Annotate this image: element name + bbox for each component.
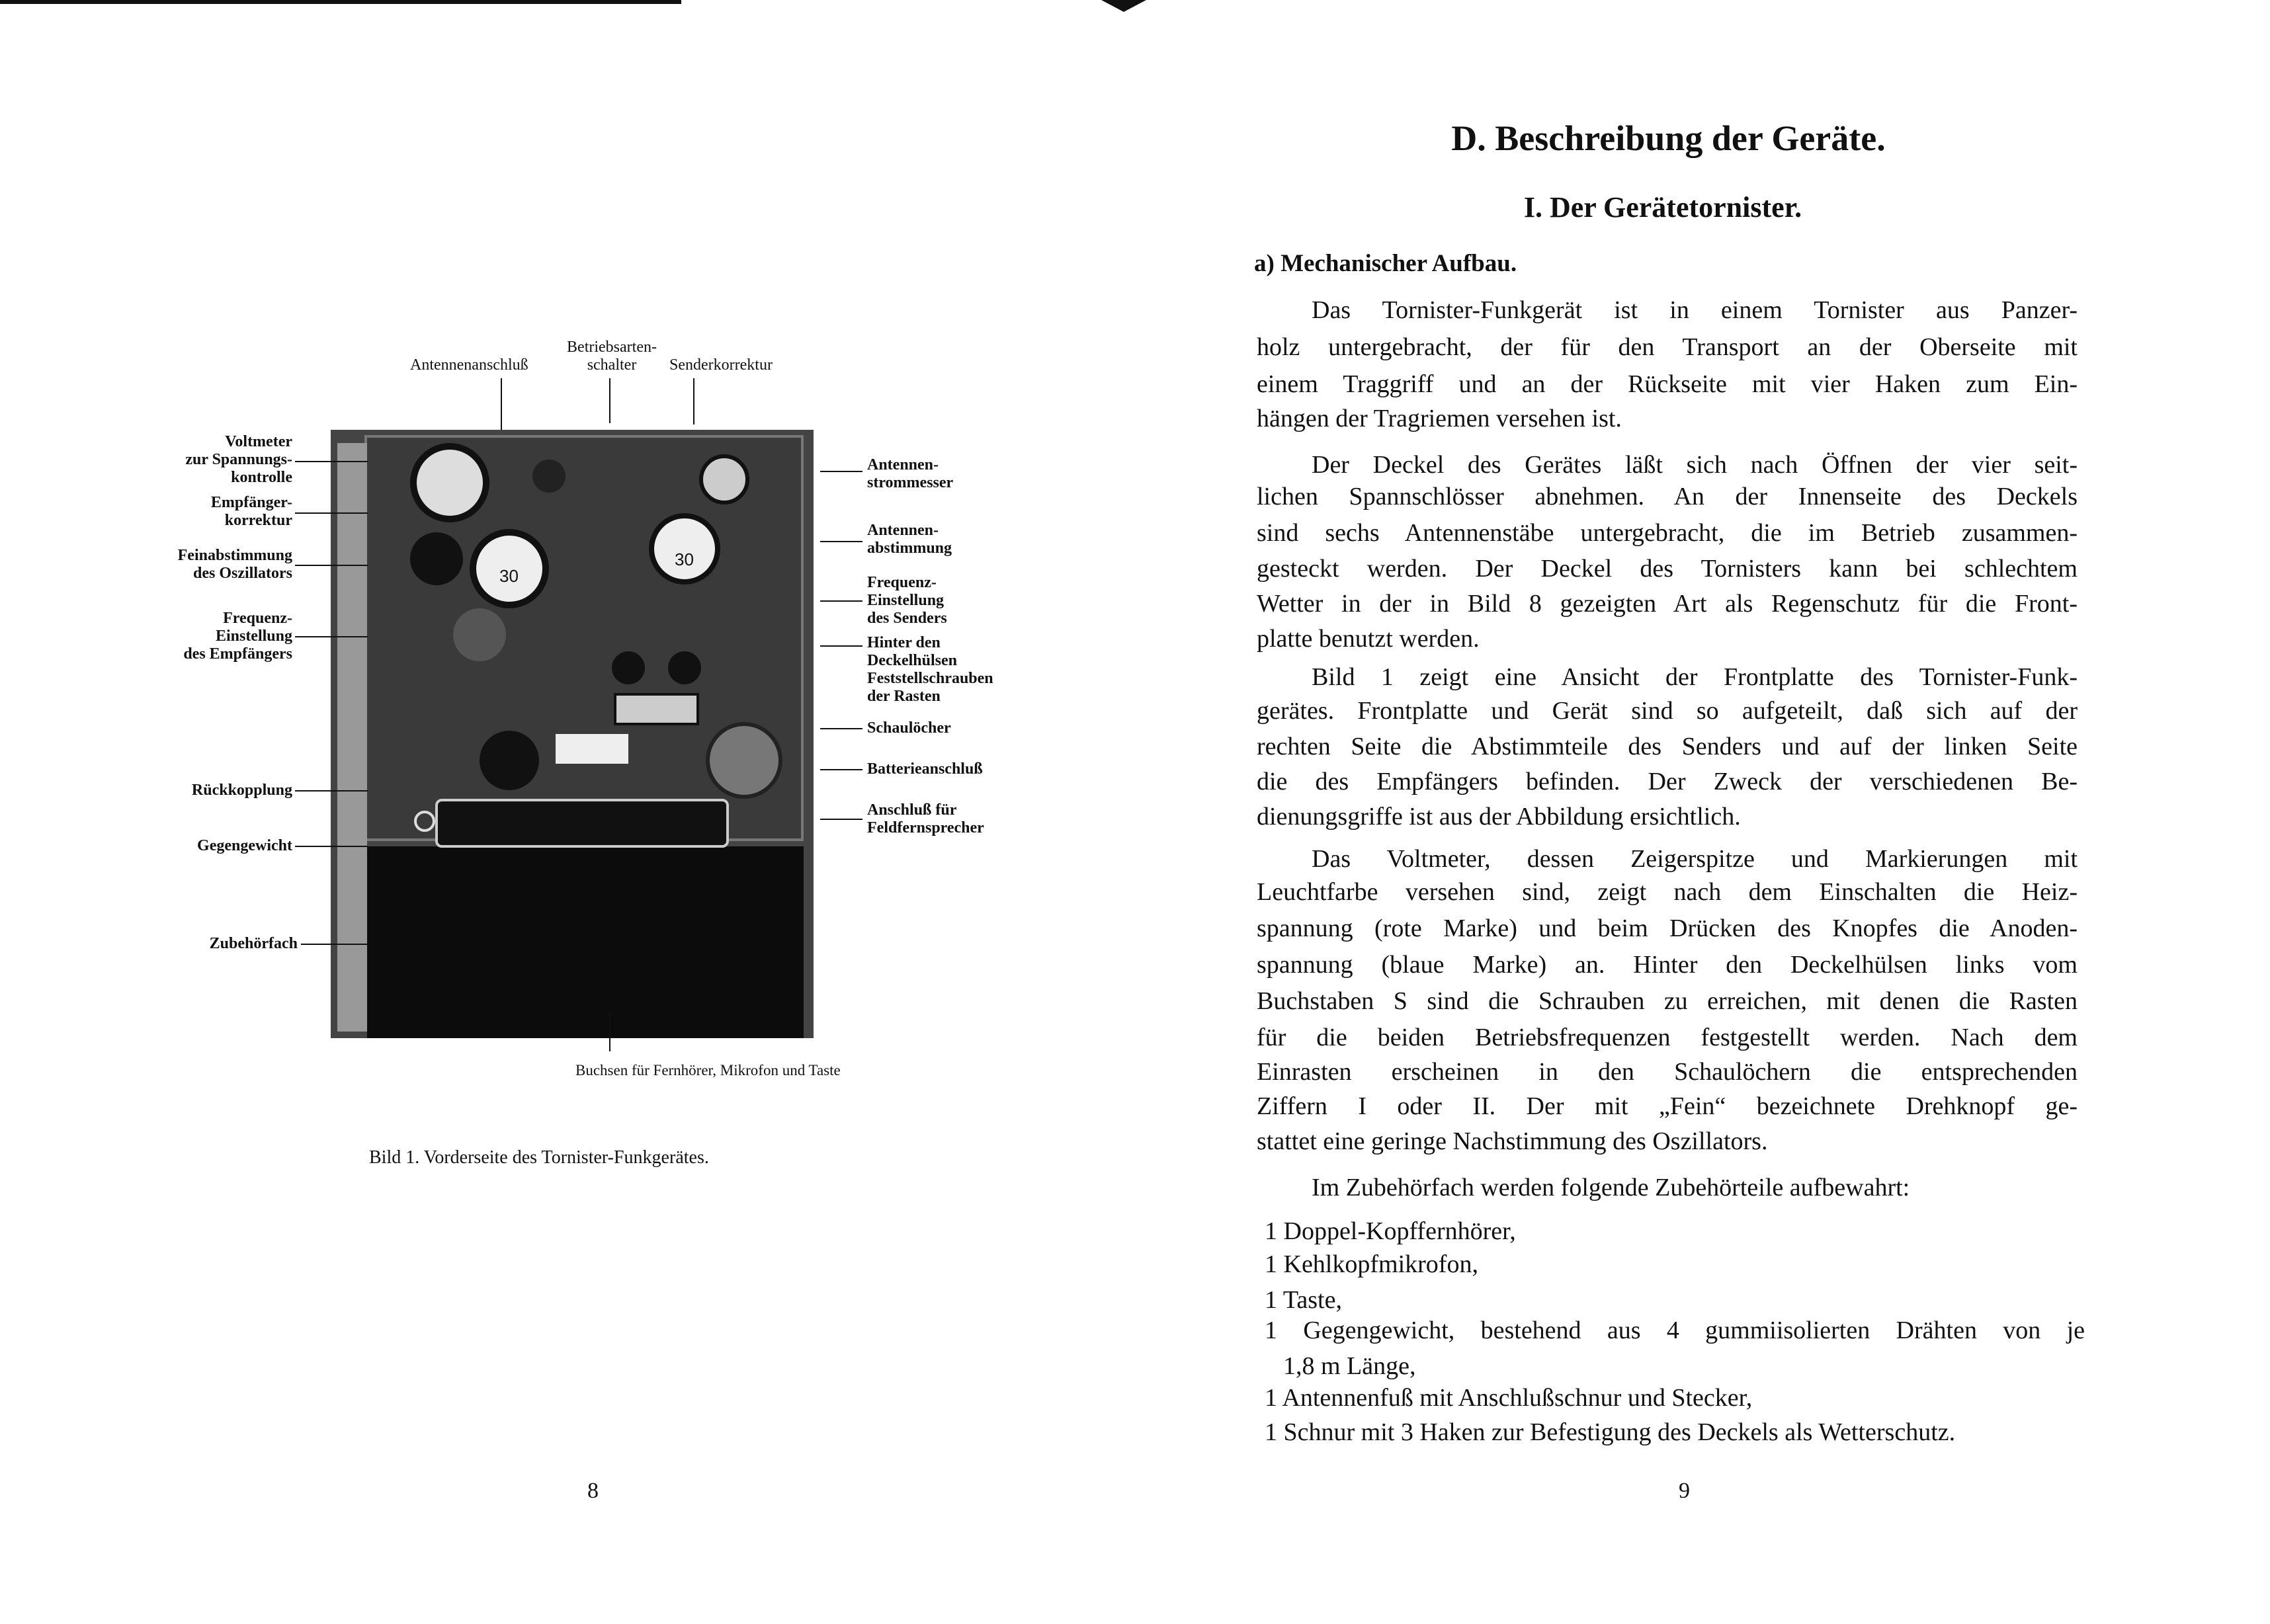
list-item: 1 Schnur mit 3 Haken zur Befestigung des Deckels als Wetterschutz. xyxy=(1265,1418,1956,1446)
page-number-right: 9 xyxy=(1679,1479,1690,1503)
paragraph-line: Buchstaben S sind die Schrauben zu erreichen, mit denen die Rasten xyxy=(1257,987,2078,1015)
label-line: Antennen- xyxy=(867,456,939,473)
paragraph-line: Bild 1 zeigt eine Ansicht der Frontplatte des Tornister-Funk- xyxy=(1312,663,2078,691)
leader-line xyxy=(820,819,862,820)
leader-line xyxy=(820,541,862,542)
label-line: Zubehörfach xyxy=(209,935,298,952)
paragraph-line: Wetter in der in Bild 8 gezeigten Art als Regenschutz für die Front- xyxy=(1257,590,2078,618)
label-line: Voltmeter xyxy=(225,433,292,450)
leader-line xyxy=(609,1012,610,1051)
paragraph-line: rechten Seite die Abstimmteile des Senders und auf der linken Seite xyxy=(1257,733,2078,760)
paragraph-line: die des Empfängers befinden. Der Zweck der verschiedenen Be- xyxy=(1257,768,2078,795)
list-item: 1 Doppel-Kopffernhörer, xyxy=(1265,1217,1516,1245)
list-item: 1 Kehlkopfmikrofon, xyxy=(1265,1250,1478,1278)
label-line: der Rasten xyxy=(867,688,941,705)
paragraph-line: Das Voltmeter, dessen Zeigerspitze und Markierungen mit xyxy=(1312,845,2078,873)
label-line: Betriebsarten- xyxy=(567,339,657,356)
leader-line xyxy=(820,471,862,472)
subsection-title: a) Mechanischer Aufbau. xyxy=(1254,250,1517,277)
leader-line xyxy=(295,565,368,566)
leader-line xyxy=(820,600,862,602)
list-item: 1 Taste, xyxy=(1265,1286,1342,1314)
label-line: Feinabstimmung xyxy=(177,547,292,564)
label-buchsen: Buchsen für Fernhörer, Mikrofon und Taste xyxy=(575,1062,841,1078)
leader-line xyxy=(693,378,694,425)
page-number-left: 8 xyxy=(587,1479,599,1503)
svg-text:30: 30 xyxy=(675,549,694,569)
leader-line xyxy=(295,846,368,847)
label-hinter-den-deckelhuelsen xyxy=(867,634,993,706)
scan-edge-triangle xyxy=(1101,0,1146,12)
paragraph-line: stattet eine geringe Nachstimmung des Oszillators. xyxy=(1257,1127,1768,1155)
label-line: korrektur xyxy=(224,512,292,529)
paragraph-line: spannung (rote Marke) und beim Drücken des Knopfes die Anoden- xyxy=(1257,914,2078,942)
label-line: Frequenz- xyxy=(223,610,292,627)
paragraph-line: sind sechs Antennenstäbe untergebracht, die im Betrieb zusammen- xyxy=(1257,519,2078,547)
label-line: Feststellschrauben xyxy=(867,670,993,687)
leader-line xyxy=(820,769,862,770)
label-antennenabstimmung xyxy=(867,522,952,557)
paragraph-line: dienungsgriffe ist aus der Abbildung ersichtlich. xyxy=(1257,803,1741,831)
scan-edge-bar xyxy=(0,0,681,4)
label-frequenz-empfaenger xyxy=(183,610,292,663)
label-line: Batterieanschluß xyxy=(867,760,983,778)
svg-text:30: 30 xyxy=(499,566,519,586)
paragraph-line: Der Deckel des Gerätes läßt sich nach Öffnen der vier seit- xyxy=(1312,451,2078,479)
paragraph-line: Im Zubehörfach werden folgende Zubehörteile aufbewahrt: xyxy=(1312,1174,1910,1201)
label-schauloecher xyxy=(867,719,951,737)
label-line: strommesser xyxy=(867,474,954,491)
label-line: Hinter den xyxy=(867,634,941,651)
label-antennenstrommesser xyxy=(867,456,953,492)
label-zubehoerfach xyxy=(210,935,298,953)
paragraph-line: Einrasten erscheinen in den Schaulöchern die entsprechenden xyxy=(1257,1058,2078,1086)
label-line: Anschluß für xyxy=(867,801,957,819)
label-line: Rückkopplung xyxy=(191,782,292,799)
leader-line xyxy=(301,944,367,945)
paragraph-line: platte benutzt werden. xyxy=(1257,625,1480,653)
leader-line xyxy=(501,378,502,430)
label-line: Einstellung xyxy=(215,628,292,645)
label-anschluss-feldfernsprecher xyxy=(867,801,984,837)
label-feinabstimmung xyxy=(178,547,292,583)
paragraph-line: spannung (blaue Marke) an. Hinter den Deckelhülsen links vom xyxy=(1257,951,2078,979)
label-gegengewicht xyxy=(197,837,292,855)
leader-line xyxy=(609,378,610,423)
label-empfaengerkorrektur xyxy=(211,494,292,530)
label-line: Gegengewicht xyxy=(197,837,292,854)
label-line: schalter xyxy=(587,356,637,374)
paragraph-line: hängen der Tragriemen versehen ist. xyxy=(1257,405,1622,432)
list-item: 1,8 m Länge, xyxy=(1283,1352,1416,1380)
label-frequenz-sender xyxy=(867,574,947,628)
leader-line xyxy=(295,636,368,637)
label-voltmeter xyxy=(185,433,292,487)
list-item: 1 Gegengewicht, bestehend aus 4 gummiisolierten Drähten von je xyxy=(1265,1317,2085,1344)
leader-line xyxy=(295,461,368,462)
paragraph-line: gerätes. Frontplatte und Gerät sind so aufgeteilt, daß sich auf der xyxy=(1257,697,2078,725)
label-antennenanschluss: Antennenanschluß xyxy=(410,356,528,374)
leader-line xyxy=(820,728,862,729)
leader-line xyxy=(295,512,368,514)
paragraph-line: einem Traggriff und an der Rückseite mit vier Haken zum Ein- xyxy=(1257,370,2078,398)
label-line: Deckelhülsen xyxy=(867,652,958,669)
label-line: Einstellung xyxy=(867,592,945,609)
label-line: abstimmung xyxy=(867,540,952,557)
label-line: des Senders xyxy=(867,610,947,627)
label-line: Frequenz- xyxy=(867,574,937,591)
label-line: des Empfängers xyxy=(183,645,292,663)
paragraph-line: gesteckt werden. Der Deckel des Tornisters kann bei schlechtem xyxy=(1257,555,2078,583)
label-line: kontrolle xyxy=(231,469,292,486)
paragraph-line: Ziffern I oder II. Der mit „Fein“ bezeichnete Drehknopf ge- xyxy=(1257,1092,2078,1120)
label-batterieanschluss xyxy=(867,760,983,778)
label-line: Feldfernsprecher xyxy=(867,819,984,836)
label-line: Schaulöcher xyxy=(867,719,951,737)
section-title: I. Der Gerätetornister. xyxy=(1523,191,1802,223)
label-line: Empfänger- xyxy=(210,494,292,511)
paragraph-line: holz untergebracht, der für den Transport an der Oberseite mit xyxy=(1257,333,2078,361)
paragraph-line: Das Tornister-Funkgerät ist in einem Tornister aus Panzer- xyxy=(1312,296,2078,324)
label-line: zur Spannungs- xyxy=(185,451,292,468)
list-item: 1 Antennenfuß mit Anschlußschnur und Stecker, xyxy=(1265,1384,1753,1412)
label-rueckkopplung xyxy=(192,782,292,799)
label-line: Antennen- xyxy=(867,522,939,539)
radio-photo xyxy=(311,417,840,1045)
figure-caption: Bild 1. Vorderseite des Tornister-Funkgerätes. xyxy=(369,1147,709,1168)
label-senderkorrektur: Senderkorrektur xyxy=(669,356,773,374)
label-line: des Oszillators xyxy=(193,565,292,582)
paragraph-line: Leuchtfarbe versehen sind, zeigt nach dem Einschalten die Heiz- xyxy=(1257,878,2078,906)
leader-line xyxy=(820,645,862,647)
paragraph-line: für die beiden Betriebsfrequenzen festgestellt werden. Nach dem xyxy=(1257,1024,2078,1051)
leader-line xyxy=(295,790,368,792)
chapter-title: D. Beschreibung der Geräte. xyxy=(1451,118,1886,158)
label-betriebsartenschalter xyxy=(549,339,675,374)
paragraph-line: lichen Spannschlösser abnehmen. An der Innenseite des Deckels xyxy=(1257,483,2078,510)
